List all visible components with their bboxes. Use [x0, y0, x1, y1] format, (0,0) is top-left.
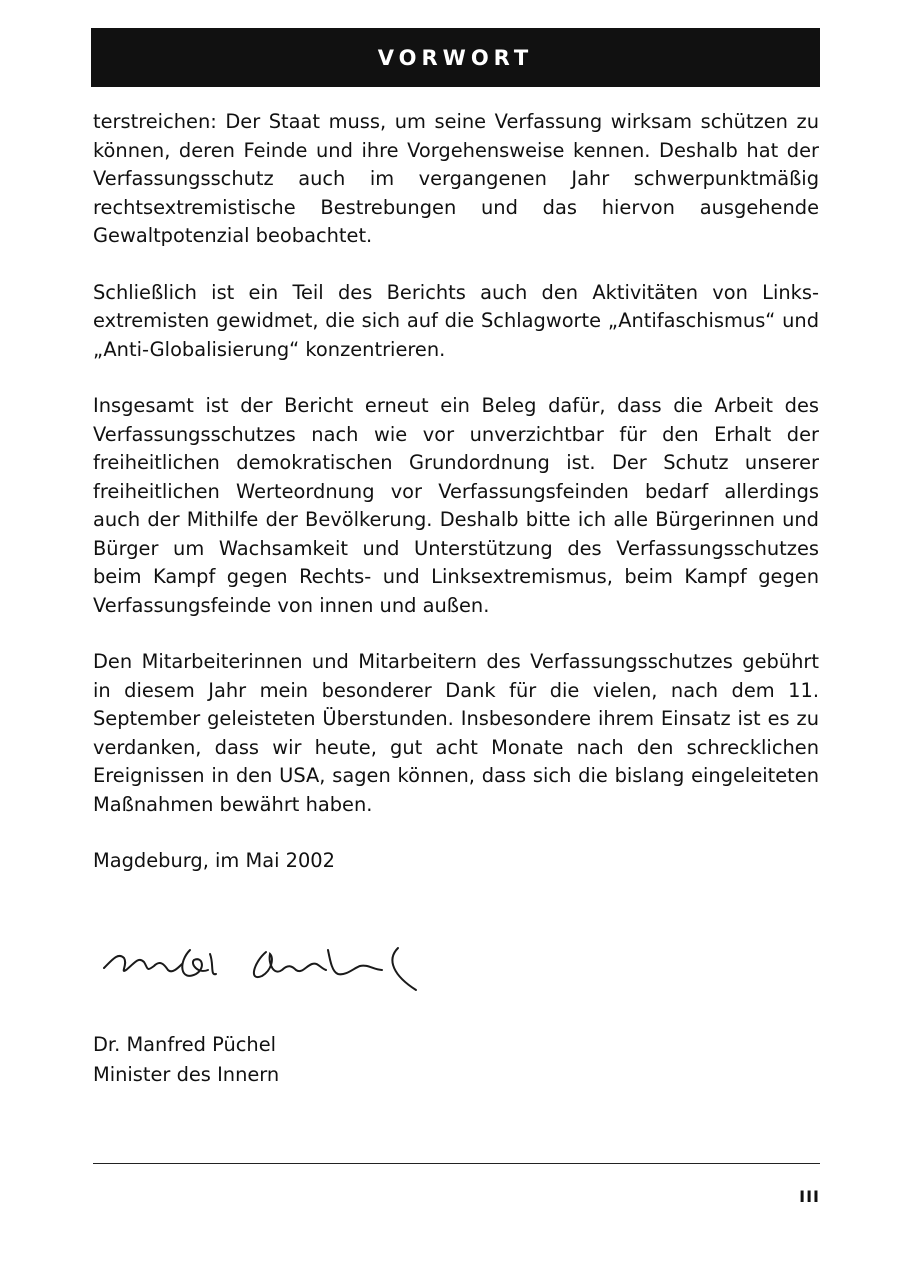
- paragraph-4: Den Mitarbeiterinnen und Mitarbeitern des Verfassungsschutzes gebührt in diesem Jahr mein besonderer Dank für die vielen, nach dem 11. September geleisteten Überstunden. Insbesondere ihrem Einsatz ist es zu verdanken, dass wir heute, gut acht Monate nach den schrecklichen Ereignissen in den USA, sagen können, dass sich die bislang eingeleiteten Maßnahmen bewährt haben.: [93, 650, 819, 816]
- place-date: Magdeburg, im Mai 2002: [93, 849, 335, 872]
- page-number: III: [799, 1187, 820, 1206]
- signer-block: [93, 1030, 279, 1090]
- paragraph-1: terstreichen: Der Staat muss, um seine Verfassung wirksam schützen zu können, deren Feinde und ihre Vorgehensweise kennen. Deshalb hat der Verfassungsschutz auch im vergangenen Jahr schwerpunktmäßig rechtsextremistische Bestrebungen und das hiervon ausgehende Gewaltpotenzial beobachtet.: [93, 110, 819, 247]
- handwritten-signature: [98, 930, 438, 1000]
- footer-divider: [93, 1163, 820, 1164]
- header-bar: [91, 28, 820, 87]
- document-body: [93, 108, 819, 876]
- signer-name: Dr. Manfred Püchel: [93, 1033, 277, 1056]
- page-title: VORWORT: [377, 45, 534, 70]
- signer-role: Minister des Innern: [93, 1063, 280, 1086]
- paragraph-3: Insgesamt ist der Bericht erneut ein Beleg dafür, dass die Arbeit des Verfassungsschutzes nach wie vor unverzichtbar für den Erhalt der freiheitlichen demokratischen Grundordnung ist. Der Schutz unserer freiheitlichen Werteordnung vor Verfassungsfeinden bedarf allerdings auch der Mithilfe der Bevölkerung. Deshalb bitte ich alle Bürgerinnen und Bürger um Wachsamkeit und Unterstützung des Verfassungsschutzes beim Kampf gegen Rechts- und Linksextremismus, beim Kampf gegen Verfassungsfeinde von innen und außen.: [93, 394, 819, 617]
- paragraph-2: Schließlich ist ein Teil des Berichts auch den Aktivitäten von Linksextremisten gewidmet, die sich auf die Schlagworte „Antifaschismus“ und „Anti-Globalisierung“ konzentrieren.: [93, 280, 819, 361]
